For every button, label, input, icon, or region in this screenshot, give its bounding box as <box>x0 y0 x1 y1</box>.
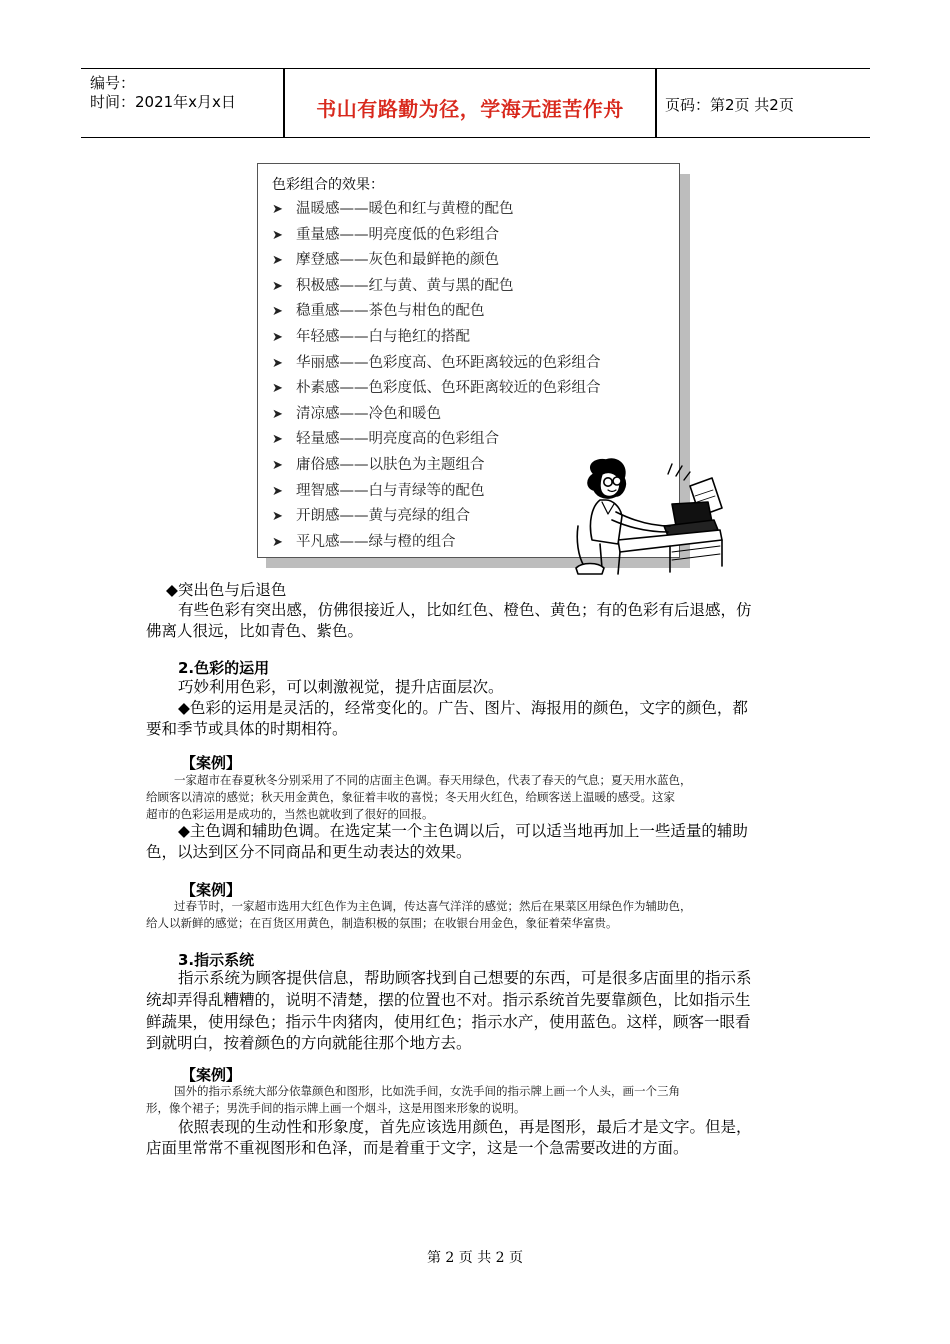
list-item: ➤ 庸俗感——以肤色为主题组合 <box>272 453 601 479</box>
paragraph: ◆色彩的运用是灵活的，经常变化的。广告、图片、海报用的颜色，文字的颜色，都 <box>178 699 748 717</box>
page-footer: 第 2 页 共 2 页 <box>426 1250 524 1266</box>
list-item: ➤ 重量感——明亮度低的色彩组合 <box>272 223 601 249</box>
arrow-icon: ➤ <box>272 304 283 320</box>
arrow-icon: ➤ <box>272 534 283 550</box>
paragraph: 指示系统为顾客提供信息，帮助顾客找到自己想要的东西，可是很多店面里的指示系 <box>178 969 752 987</box>
case-heading: 【案例】 <box>181 1066 242 1084</box>
arrow-icon: ➤ <box>272 227 283 243</box>
list-item: ➤ 华丽感——色彩度高、色环距离较远的色彩组合 <box>272 351 601 377</box>
paragraph: 统却弄得乱糟糟的，说明不清楚，摆的位置也不对。指示系统首先要靠颜色，比如指示生 <box>146 991 751 1009</box>
case-text: 超市的色彩运用是成功的，当然也就收到了很好的回报。 <box>146 807 434 821</box>
list-item: ➤ 年轻感——白与艳红的搭配 <box>272 325 601 351</box>
case-text: 一家超市在春夏秋冬分别采用了不同的店面主色调。春天用绿色，代表了春天的气息；夏天用水蓝色， <box>174 773 692 787</box>
case-text: 给人以新鲜的感觉；在百货区用黄色，制造积极的氛围；在收银台用金色，象征着荣华富贵。 <box>146 916 618 930</box>
box-list <box>272 197 601 555</box>
paragraph: 鲜蔬果，使用绿色；指示牛肉猪肉，使用红色；指示水产，使用蓝色。这样，顾客一眼看 <box>146 1013 751 1031</box>
list-item: ➤ 轻量感——明亮度高的色彩组合 <box>272 427 601 453</box>
paragraph: 有些色彩有突出感，仿佛很接近人，比如红色、橙色、黄色；有的色彩有后退感，仿 <box>178 601 752 619</box>
section-heading: 3.指示系统 <box>178 951 255 969</box>
paragraph: 佛离人很远，比如青色、紫色。 <box>146 622 364 640</box>
list-item: ➤ 摩登感——灰色和最鲜艳的颜色 <box>272 248 601 274</box>
arrow-icon: ➤ <box>272 432 283 448</box>
list-item: ➤ 稳重感——茶色与柑色的配色 <box>272 299 601 325</box>
paragraph: ◆主色调和辅助色调。在选定某一个主色调以后，可以适当地再加上一些适量的辅助 <box>178 822 748 840</box>
case-heading: 【案例】 <box>181 881 242 899</box>
header-motto: 书山有路勤为径，学海无涯苦作舟 <box>316 97 624 121</box>
document-number-label: 编号： <box>90 74 136 92</box>
case-text: 给顾客以清凉的感觉；秋天用金黄色，象征着丰收的喜悦；冬天用火红色，给顾客送上温暖的感受。这家 <box>146 790 675 804</box>
header-meta <box>90 74 236 112</box>
arrow-icon: ➤ <box>272 202 283 217</box>
arrow-icon: ➤ <box>272 509 283 525</box>
paragraph: 色，以达到区分不同商品和更生动表达的效果。 <box>146 843 472 861</box>
case-text: 过春节时，一家超市选用大红色作为主色调，传达喜气洋洋的感觉；然后在果菜区用绿色作为辅助色， <box>174 899 692 913</box>
case-heading: 【案例】 <box>181 754 242 772</box>
arrow-icon: ➤ <box>272 253 283 269</box>
list-item: ➤ 理智感——白与青绿等的配色 <box>272 479 601 505</box>
list-item: ➤ 开朗感——黄与亮绿的组合 <box>272 504 601 530</box>
paragraph: ◆突出色与后退色 <box>166 581 287 599</box>
case-text: 形，像个裙子；男洗手间的指示牌上画一个烟斗，这是用图来形象的说明。 <box>146 1101 526 1115</box>
arrow-icon: ➤ <box>272 457 283 473</box>
case-text: 国外的指示系统大部分依靠颜色和图形，比如洗手间，女洗手间的指示牌上画一个人头，画一个三角 <box>174 1084 680 1098</box>
arrow-icon: ➤ <box>272 406 283 422</box>
arrow-icon: ➤ <box>272 278 283 294</box>
arrow-icon: ➤ <box>272 483 283 499</box>
list-item: ➤ 朴素感——色彩度低、色环距离较近的色彩组合 <box>272 376 601 402</box>
paragraph: 依照表现的生动性和形象度，首先应该选用颜色，再是图形，最后才是文字。但是， <box>178 1118 752 1136</box>
paragraph: 店面里常常不重视图形和色泽，而是着重于文字，这是一个急需要改进的方面。 <box>146 1139 689 1157</box>
header-divider <box>655 69 657 137</box>
header-page-label: 页码：第2页 共2页 <box>665 96 794 114</box>
paragraph: 巧妙利用色彩，可以刺激视觉，提升店面层次。 <box>178 678 504 696</box>
arrow-icon: ➤ <box>272 355 283 371</box>
list-item: ➤ 积极感——红与黄、黄与黑的配色 <box>272 274 601 300</box>
typist-illustration <box>572 456 732 576</box>
document-date-label: 时间：2021年x月x日 <box>90 93 236 111</box>
list-item: ➤ 清凉感——冷色和暖色 <box>272 402 601 428</box>
arrow-icon: ➤ <box>272 381 283 397</box>
paragraph: 到就明白，按着颜色的方向就能往那个地方去。 <box>146 1034 472 1052</box>
section-heading: 2.色彩的运用 <box>178 659 270 677</box>
list-item: ➤ 平凡感——绿与橙的组合 <box>272 530 601 556</box>
document-header <box>81 68 870 138</box>
arrow-icon: ➤ <box>272 329 283 345</box>
box-title: 色彩组合的效果： <box>272 177 384 193</box>
list-item: ➤ 温暖感——暖色和红与黄橙的配色 <box>272 197 601 223</box>
paragraph: 要和季节或具体的时期相符。 <box>146 720 348 738</box>
